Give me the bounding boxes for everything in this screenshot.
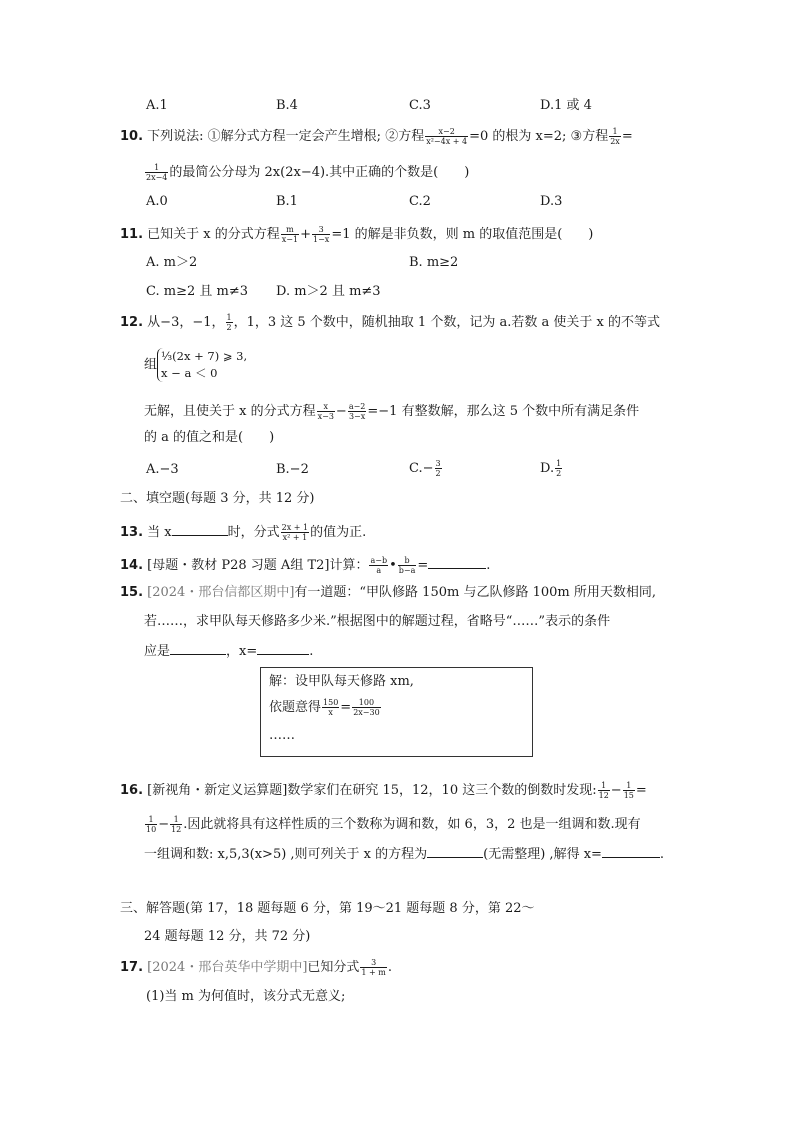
q16-x-blank[interactable] <box>602 845 660 858</box>
q12-fraction-2: $\frac{a-2}{3-x}$ <box>348 402 366 421</box>
q16-text-1: 数学家们在研究 15，12，10 这三个数的倒数时发现: <box>287 783 597 798</box>
section-2-heading: 二、填空题(每题 3 分，共 12 分) <box>120 491 315 506</box>
q16-text-2: .因此就将具有这样性质的三个数称为调和数，如 6，3，2 也是一组调和数.现有 <box>183 817 641 832</box>
q13-number: 13. <box>120 525 144 540</box>
q17-line1 <box>120 958 392 977</box>
q15-x-blank[interactable] <box>257 642 309 655</box>
q10-fraction-3: $\frac{1}{2x-4}$ <box>146 163 168 182</box>
q11-line1 <box>120 225 593 244</box>
q12-fraction-half: $\frac{1}{2}$ <box>226 313 232 332</box>
q17-fraction: $\frac{3}{1 + m}$ <box>361 958 386 977</box>
q15-box-line3: …… <box>269 728 295 743</box>
q17-text-2: . <box>387 960 393 975</box>
q13-fraction: $\frac{2x + 1}{\text{x² + 1}}$ <box>281 523 309 542</box>
q16-fraction-a: $\frac{1}{12}$ <box>598 781 609 800</box>
q11-fraction-1: $\frac{m}{x-1}$ <box>281 225 299 244</box>
q14-text-2: = <box>417 558 429 573</box>
q16-fraction-c: $\frac{1}{10}$ <box>146 815 157 834</box>
q15-source-tag: [2024・邢台信都区期中] <box>147 585 295 600</box>
q15-line2: 若……，求甲队每天修路多少米.”根据图中的解题过程，省略号“……”表示的条件 <box>144 614 611 629</box>
q10-number: 10. <box>120 129 144 144</box>
q15-box-line1: 解：设甲队每天修路 xm, <box>269 674 414 689</box>
q14-fraction-1: $\frac{a-b}{a}$ <box>370 556 388 575</box>
q15-text-3: 应是 <box>144 644 171 659</box>
q12-zu: 组 <box>144 357 158 373</box>
q16-line1: 16. [新视角・新定义运算题]数学家们在研究 15，12，10 这三个数的倒数时发现: $\frac{1}{12}$ − $\frac{1}{15}$ = <box>120 781 647 800</box>
q12-line3 <box>144 402 639 421</box>
q12-number: 12. <box>120 315 144 330</box>
q10-option-c: C.2 <box>409 194 431 209</box>
q15-number: 15. <box>120 585 144 600</box>
q12-option-c: C.− $\frac{3}{2}$ <box>409 459 441 478</box>
q13-answer-blank[interactable] <box>172 523 228 536</box>
q13-text-1: 当 x <box>147 525 172 540</box>
q16-text-3: 一组调和数: x,5,3(x>5) ,则可列关于 x 的方程为 <box>144 847 428 862</box>
q17-part-1: (1)当 m 为何值时，该分式无意义; <box>146 989 346 1004</box>
q17-source-tag: [2024・邢台英华中学期中] <box>147 960 308 975</box>
q10-option-a: A.0 <box>146 194 168 209</box>
q12-option-a: A.−3 <box>146 462 179 477</box>
q11-option-d: D. m＞2 且 m≠3 <box>276 284 381 299</box>
q12-system-row-1: ⅓(2x + 7) ⩾ 3, <box>161 349 248 363</box>
q12-text-1: 从−3，−1， <box>147 315 225 330</box>
q11-text-3: =1 的解是非负数，则 m 的取值范围是( ) <box>331 227 594 242</box>
q16-text-4: (无需整理) ,解得 x= <box>483 847 602 862</box>
q16-equation-blank[interactable] <box>427 845 483 858</box>
q15-line3 <box>144 642 313 661</box>
q11-option-c: C. m≥2 且 m≠3 <box>146 284 248 299</box>
q10-line1 <box>120 127 633 146</box>
q15-box-fraction-1: $\frac{150}{x}$ <box>323 698 339 717</box>
q16-text-5: . <box>659 847 665 862</box>
q15-line1 <box>120 584 656 602</box>
q16-line2: $\frac{1}{10}$ − $\frac{1}{12}$ .因此就将具有这样性质的三个数称为调和数，如 6，3，2 也是一组调和数.现有 <box>146 815 641 834</box>
q12-option-c-fraction: $\frac{3}{2}$ <box>435 459 441 478</box>
q11-text-2: + <box>300 227 311 242</box>
q13-line <box>120 523 366 542</box>
q12-text-4: − <box>335 404 347 419</box>
q15-condition-blank[interactable] <box>170 642 226 655</box>
q10-line2 <box>144 163 469 182</box>
q12-inequality-system <box>144 348 247 383</box>
q10-text-1: 下列说法: ①解分式方程一定会产生增根; ②方程 <box>147 129 425 144</box>
q12-option-d-fraction: $\frac{1}{2}$ <box>556 459 562 478</box>
q16-fraction-b: $\frac{1}{15}$ <box>623 781 634 800</box>
q14-text-1: 计算： <box>329 558 369 573</box>
q9-option-b: B.4 <box>276 98 298 113</box>
q14-fraction-2: $\frac{b}{b-a}$ <box>398 556 416 575</box>
section-3-heading-line1: 三、解答题(第 17，18 题每题 6 分，第 19～21 题每题 8 分，第 22～ <box>120 901 535 916</box>
q15-box-fraction-2: $\frac{100}{2x-30}$ <box>353 698 380 717</box>
q14-line <box>120 556 490 575</box>
q12-text-2: ，1，3 这 5 个数中，随机抽取 1 个数，记为 a.若数 a 使关于 x 的不等式 <box>233 315 660 330</box>
q10-fraction-2: $\frac{1}{2x}$ <box>610 127 620 146</box>
q10-text-2: =0 的根为 x=2; ③方程 <box>469 129 609 144</box>
q15-text-1: 有一道题：“甲队修路 150m 与乙队修路 100m 所用天数相同, <box>294 585 656 600</box>
q12-option-d: D. $\frac{1}{2}$ <box>540 459 562 478</box>
q16-source-tag: [新视角・新定义运算题] <box>147 783 288 798</box>
q9-option-c: C.3 <box>409 98 431 113</box>
q12-option-b: B.−2 <box>276 462 309 477</box>
q10-option-d: D.3 <box>540 194 563 209</box>
q11-option-a: A. m＞2 <box>146 255 198 270</box>
q16-line3 <box>144 845 664 864</box>
q12-system-row-2: x − a ＜ 0 <box>161 366 218 380</box>
q12-line4: 的 a 的值之和是( ) <box>144 430 275 445</box>
q10-option-b: B.1 <box>276 194 298 209</box>
q13-text-3: 的值为正. <box>310 525 367 540</box>
q16-fraction-d: $\frac{1}{12}$ <box>171 815 182 834</box>
q14-end: . <box>486 558 491 573</box>
q11-fraction-2: $\frac{3}{1-x}$ <box>313 225 330 244</box>
q15-text-5: . <box>309 644 314 659</box>
q9-option-a: A.1 <box>146 98 168 113</box>
q10-fraction-1: $\frac{x-2}{\text{x²−4x + 4}}$ <box>426 127 468 146</box>
q14-source-tag: [母题・教材 P28 习题 A组 T2] <box>147 558 330 573</box>
q13-text-2: 时，分式 <box>227 525 280 540</box>
section-3-heading-line2: 24 题每题 12 分，共 72 分) <box>144 929 311 944</box>
q17-number: 17. <box>120 960 144 975</box>
q10-text-4: 的最简公分母为 2x(2x−4).其中正确的个数是( ) <box>169 165 470 180</box>
q16-number: 16. <box>120 783 144 798</box>
q17-text-1: 已知分式 <box>307 960 360 975</box>
q12-text-3: 无解，且使关于 x 的分式方程 <box>144 404 316 419</box>
q11-number: 11. <box>120 227 144 242</box>
q14-dot: • <box>389 558 397 573</box>
q12-system-brace <box>157 348 247 382</box>
q15-solution-box <box>260 667 533 757</box>
q15-box-line2: 依题意得 $\frac{150}{x}$ = $\frac{100}{2x-30}$ <box>269 698 380 717</box>
q12-fraction-1: $\frac{x}{x-3}$ <box>317 402 334 421</box>
q11-text-1: 已知关于 x 的分式方程 <box>147 227 280 242</box>
q12-line1 <box>120 313 660 332</box>
q11-option-b: B. m≥2 <box>409 255 459 270</box>
q14-number: 14. <box>120 558 144 573</box>
q14-answer-blank[interactable] <box>428 556 486 569</box>
q9-option-d: D.1 或 4 <box>540 98 592 113</box>
q12-text-5: =−1 有整数解，那么这 5 个数中所有满足条件 <box>367 404 640 419</box>
q10-text-3: = <box>621 129 633 144</box>
q15-text-4: ，x= <box>226 644 258 659</box>
